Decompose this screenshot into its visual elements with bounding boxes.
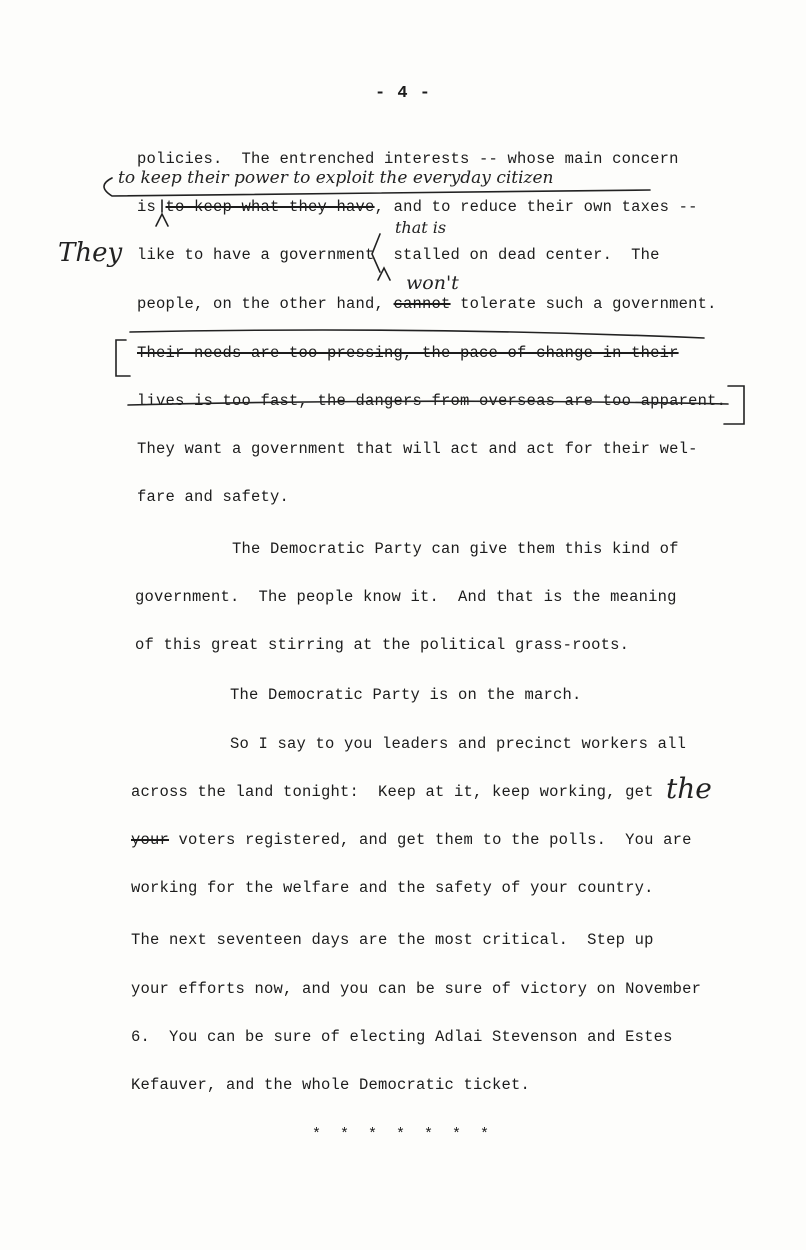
text-line	[131, 831, 692, 849]
strike-line-mark	[130, 330, 704, 338]
text-line: of this great stirring at the political grass-roots.	[135, 636, 630, 654]
text-line: The next seventeen days are the most critical. Step up	[131, 931, 654, 949]
close-bracket-mark	[724, 386, 744, 424]
text-line: fare and safety.	[137, 488, 290, 506]
text-fragment: , and to reduce their own taxes --	[374, 198, 698, 216]
open-bracket-mark	[116, 340, 130, 376]
text-line: They want a government that will act and act for their wel-	[137, 440, 698, 458]
text-line: So I say to you leaders and precinct workers all	[230, 735, 687, 753]
text-line: like to have a government stalled on dead center. The	[137, 246, 660, 264]
caret-mark	[378, 268, 390, 280]
struck-line: Their needs are too pressing, the pace of change in their	[137, 344, 679, 362]
text-line: policies. The entrenched interests -- whose main concern	[137, 150, 679, 168]
struck-text: to keep what they have	[165, 198, 375, 216]
handwritten-wont: won't	[406, 272, 459, 294]
text-fragment: is	[137, 198, 166, 216]
struck-text: cannot	[393, 295, 451, 313]
handwritten-they: They	[58, 238, 123, 268]
text-fragment: tolerate such a government.	[450, 295, 717, 313]
text-fragment: voters registered, and get them to the polls. You are	[169, 831, 692, 849]
text-line: lives is too fast, the dangers from overseas are too apparent.	[137, 392, 727, 410]
text-line: Kefauver, and the whole Democratic ticket.	[131, 1076, 531, 1094]
handwritten-insertion: to keep their power to exploit the everyday citizen	[118, 168, 554, 188]
text-line: your efforts now, and you can be sure of victory on November	[131, 980, 702, 998]
text-line: government. The people know it. And that is the meaning	[135, 588, 677, 606]
text-line: across the land tonight: Keep at it, keep working, get	[131, 783, 654, 801]
text-line	[137, 198, 698, 216]
handwritten-that-is: that is	[395, 218, 447, 237]
text-line: 6. You can be sure of electing Adlai Stevenson and Estes	[131, 1028, 673, 1046]
text-line: The Democratic Party can give them this kind of	[232, 540, 679, 558]
text-line: The Democratic Party is on the march.	[230, 686, 582, 704]
handwritten-the: the	[666, 772, 712, 805]
text-line	[137, 295, 717, 313]
text-fragment: people, on the other hand,	[137, 295, 394, 313]
struck-text: your	[131, 831, 170, 849]
end-mark: * * * * * * *	[311, 1126, 495, 1143]
text-line: working for the welfare and the safety of your country.	[131, 879, 654, 897]
page-number: - 4 -	[374, 84, 431, 103]
